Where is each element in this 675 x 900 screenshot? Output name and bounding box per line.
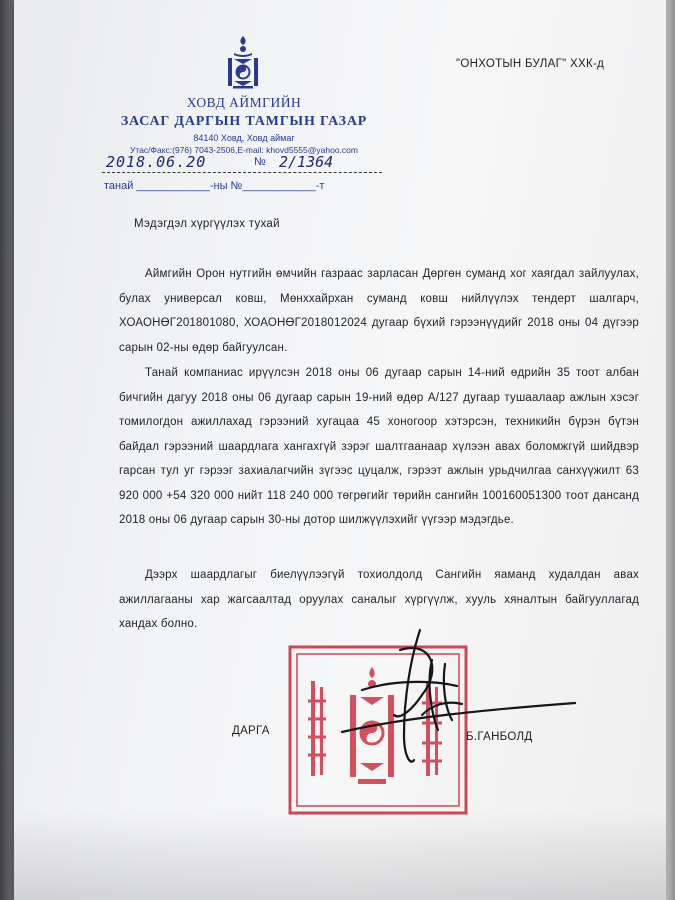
body-paragraph-1: Аймгийн Орон нутгийн өмчийн газраас зарласан Дөргөн суманд хог хаягдал зайлуулах, булах универсал ковш, Мөнххайрхан суманд ковш нийлүүлэх тендерт шалгарч, ХОАОНӨГ201801080, ХОАОНӨГ2018012024 дугаар бүхий гэрээнүүдийг 2018 оны 04 дүгээр сарын 02-ны өдөр байгуулсан. xyxy=(119,268,639,354)
body-paragraph-3: Дээрх шаардлагыг биелүүлээгүй тохиолдолд Сангийн яаманд худалдан авах ажиллагааны хар жагсаалтад оруулах саналыг хүргүүлж, хууль хяналтын байгууллагад хандах болно. xyxy=(119,569,639,630)
reply-reference-line: танай ____________-ны №____________-т xyxy=(104,180,325,192)
subject-line: Мэдэгдэл хүргүүлэх тухай xyxy=(134,218,280,230)
handwritten-number: 2/1364 xyxy=(279,153,334,171)
org-name-line2: ЗАСАГ ДАРГЫН ТАМГЫН ГАЗАР xyxy=(120,114,368,129)
org-address: 84140 Ховд, Ховд аймаг xyxy=(193,133,295,143)
date-number-underline xyxy=(102,172,382,173)
soyombo-emblem-icon xyxy=(219,34,267,90)
handwritten-date: 2018.06.20 xyxy=(106,153,207,171)
org-name-line1: ХОВД АЙМГИЙН xyxy=(186,95,302,110)
handwritten-signature xyxy=(282,620,582,770)
signatory-name: Б.ГАНБОЛД xyxy=(466,731,533,743)
recipient: "ОНХОТЫН БУЛАГ" ХХК-д xyxy=(456,58,605,70)
letter-page xyxy=(14,0,666,900)
body-paragraph-2: Танай компаниас ирүүлсэн 2018 оны 06 дугаар сарын 14-ний өдрийн 35 тоот албан бичгийн дагуу 2018 оны 06 дугаар сарын 19-ний өдөр А/127 дугаар тушаалаар ажлын хэсэг томилогдон ажиллахад гэрээний хугацаа 45 хоногоор хэтэрсэн, техникийн бүрэн бүтэн байдал гэрээний шаардлага хангахгүй зэрэг шалтгаанаар хүлээн авах боломжгүй шийдвэр гарсан тул уг гэрээг захиалагчийн зүгээс цуцалж, гэрээт ажлын урьдчилгаа санхүүжилт 63 920 000 +54 320 000 нийт 118 240 000 төгрөгийг төрийн сангийн 100160051300 тоот дансанд 2018 оны 06 дугаар сарын 30-ны дотор шилжүүлэхийг үүгээр мэдэгдье. xyxy=(119,367,639,526)
org-contact: Утас/Факс:(976) 7043-2506,E-mail: khovd5555@yahoo.com xyxy=(130,145,358,155)
number-label: № xyxy=(254,156,266,168)
signatory-title: ДАРГА xyxy=(232,725,270,737)
